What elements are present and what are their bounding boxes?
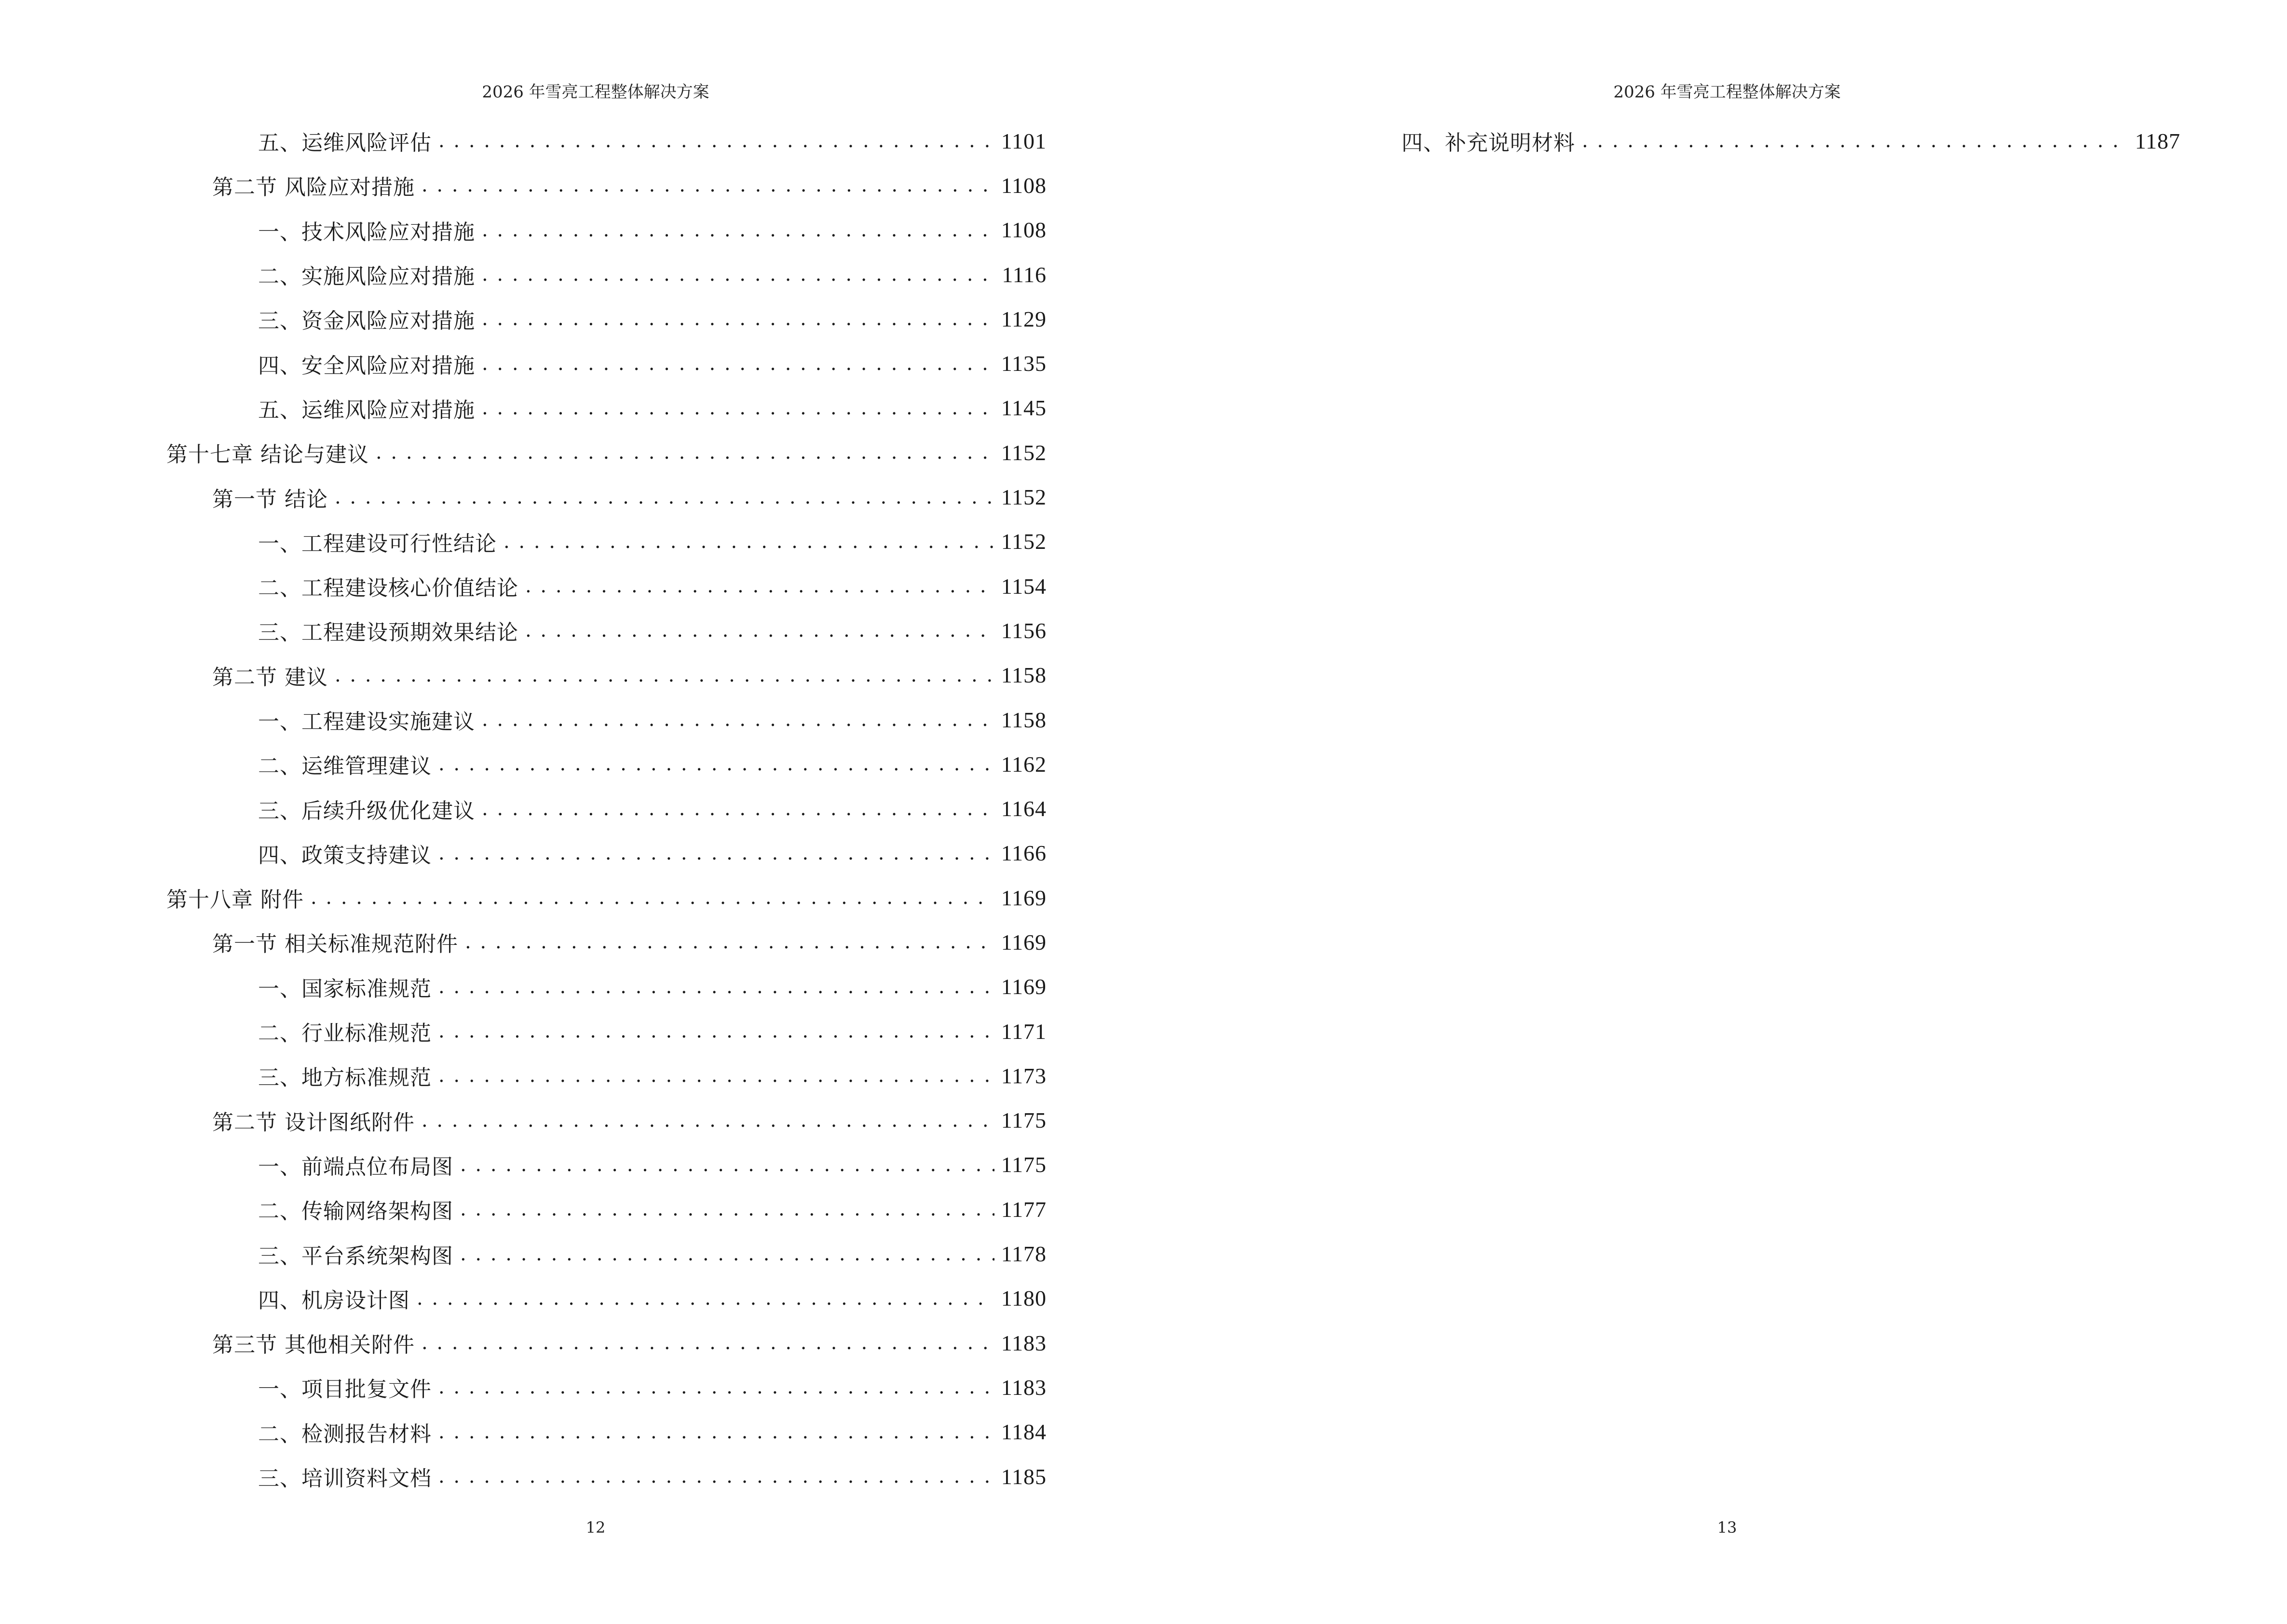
table-of-contents [0, 119, 1047, 1499]
dot-leader [438, 753, 994, 775]
dot-leader [438, 1421, 994, 1443]
dot-leader [438, 1377, 994, 1398]
dot-leader [438, 130, 994, 151]
dot-leader [465, 931, 994, 953]
toc-entry-page-number: 1152 [1001, 440, 1047, 465]
toc-entry-title: 二、行业标准规范 [258, 1021, 432, 1046]
toc-entry[interactable] [0, 965, 1047, 1009]
dot-leader [422, 175, 994, 196]
toc-entry-title: 三、培训资料文档 [258, 1466, 432, 1491]
toc-entry-page-number: 1180 [1001, 1286, 1047, 1311]
toc-entry[interactable] [1144, 119, 2180, 163]
dot-leader [482, 709, 994, 730]
toc-entry-title: 第十七章 结论与建议 [166, 442, 369, 467]
toc-entry[interactable] [0, 1365, 1047, 1409]
page-header: 2026 年雪亮工程整体解决方案 [482, 82, 709, 102]
toc-entry-page-number: 1169 [1001, 974, 1047, 999]
toc-entry-title: 二、检测报告材料 [258, 1421, 432, 1447]
toc-entry-page-number: 1183 [1001, 1375, 1047, 1400]
toc-entry-page-number: 1116 [1002, 262, 1047, 287]
toc-entry[interactable] [0, 1231, 1047, 1276]
toc-entry[interactable] [0, 1410, 1047, 1454]
toc-entry-title: 五、运维风险评估 [258, 131, 432, 156]
toc-entry-title: 二、传输网络架构图 [258, 1199, 453, 1224]
dot-leader [438, 1466, 994, 1487]
toc-entry-title: 三、平台系统架构图 [258, 1243, 453, 1269]
page-number: 12 [585, 1518, 606, 1537]
toc-entry[interactable] [0, 163, 1047, 207]
toc-entry-title: 第十八章 附件 [166, 887, 304, 913]
toc-entry[interactable] [0, 831, 1047, 875]
toc-entry-page-number: 1173 [1001, 1063, 1047, 1088]
toc-entry-page-number: 1145 [1001, 396, 1047, 421]
toc-entry-title: 第二节 风险应对措施 [212, 175, 415, 200]
toc-entry[interactable] [0, 920, 1047, 964]
toc-entry[interactable] [0, 1321, 1047, 1365]
toc-entry-page-number: 1184 [1001, 1419, 1047, 1445]
toc-entry-title: 三、资金风险应对措施 [258, 309, 475, 334]
dot-leader [482, 308, 994, 329]
toc-entry-page-number: 1169 [1001, 885, 1047, 910]
dot-leader [417, 1288, 994, 1309]
toc-entry[interactable] [0, 1276, 1047, 1321]
toc-entry-page-number: 1175 [1001, 1108, 1047, 1133]
toc-entry[interactable] [0, 653, 1047, 697]
toc-entry-title: 第二节 设计图纸附件 [212, 1110, 415, 1135]
toc-entry[interactable] [0, 786, 1047, 831]
toc-entry[interactable] [0, 1098, 1047, 1143]
toc-entry-page-number: 1162 [1001, 751, 1047, 777]
toc-entry[interactable] [0, 208, 1047, 252]
dot-leader [525, 575, 994, 597]
toc-entry-title: 四、机房设计图 [258, 1288, 410, 1313]
dot-leader [335, 487, 994, 508]
toc-entry-title: 一、工程建设实施建议 [258, 710, 475, 734]
dot-leader [482, 219, 994, 241]
toc-entry[interactable] [0, 297, 1047, 341]
toc-entry-page-number: 1178 [1001, 1242, 1047, 1267]
toc-entry-page-number: 1187 [2135, 128, 2180, 153]
toc-entry-title: 第三节 其他相关附件 [212, 1333, 415, 1358]
toc-entry-page-number: 1164 [1001, 796, 1047, 821]
toc-entry-title: 二、运维管理建议 [258, 754, 432, 779]
toc-entry[interactable] [0, 1053, 1047, 1098]
toc-entry-title: 一、技术风险应对措施 [258, 219, 475, 245]
dot-leader [438, 1021, 994, 1042]
toc-entry-page-number: 1154 [1001, 573, 1047, 599]
toc-entry[interactable] [0, 1009, 1047, 1053]
dot-leader [460, 1243, 994, 1265]
toc-entry-page-number: 1171 [1001, 1019, 1047, 1044]
dot-leader [482, 353, 994, 374]
toc-entry[interactable] [0, 519, 1047, 564]
toc-entry[interactable] [0, 119, 1047, 163]
toc-entry[interactable] [0, 475, 1047, 519]
toc-entry-title: 三、工程建设预期效果结论 [258, 620, 518, 645]
toc-entry-page-number: 1152 [1001, 485, 1047, 510]
table-of-contents [1144, 119, 2180, 163]
toc-entry[interactable] [0, 564, 1047, 608]
dot-leader [422, 1332, 994, 1353]
toc-entry[interactable] [0, 386, 1047, 430]
dot-leader [482, 798, 994, 819]
toc-entry-page-number: 1166 [1001, 841, 1047, 866]
toc-entry-title: 三、地方标准规范 [258, 1065, 432, 1091]
dot-leader [460, 1154, 994, 1175]
toc-entry-page-number: 1135 [1001, 351, 1047, 376]
toc-entry-page-number: 1101 [1001, 128, 1047, 153]
toc-entry-title: 第二节 建议 [212, 665, 328, 690]
toc-entry-page-number: 1152 [1001, 529, 1047, 554]
toc-entry-page-number: 1183 [1001, 1330, 1047, 1355]
toc-entry-title: 一、前端点位布局图 [258, 1154, 453, 1179]
dot-leader [438, 843, 994, 864]
toc-entry[interactable] [0, 608, 1047, 653]
dot-leader [438, 1065, 994, 1086]
toc-entry-page-number: 1108 [1001, 218, 1047, 243]
dot-leader [422, 1110, 994, 1131]
toc-entry-title: 二、工程建设核心价值结论 [258, 576, 518, 601]
toc-entry-page-number: 1129 [1001, 306, 1047, 331]
toc-entry-title: 三、后续升级优化建议 [258, 798, 475, 823]
toc-entry[interactable] [0, 742, 1047, 786]
toc-entry[interactable] [0, 430, 1047, 475]
toc-entry[interactable] [0, 1187, 1047, 1231]
toc-entry-title: 四、安全风险应对措施 [258, 353, 475, 378]
page-number: 13 [1717, 1518, 1737, 1537]
toc-entry-title: 第一节 结论 [212, 487, 328, 512]
dot-leader [335, 665, 994, 686]
toc-entry-page-number: 1156 [1001, 618, 1047, 643]
toc-entry-title: 第一节 相关标准规范附件 [212, 932, 458, 957]
toc-entry-title: 一、工程建设可行性结论 [258, 531, 497, 556]
toc-entry-title: 五、运维风险应对措施 [258, 397, 475, 423]
toc-entry[interactable] [0, 1454, 1047, 1499]
toc-entry-page-number: 1108 [1001, 173, 1047, 198]
toc-entry-page-number: 1175 [1001, 1152, 1047, 1177]
toc-entry-title: 一、国家标准规范 [258, 976, 432, 1001]
toc-entry-page-number: 1185 [1001, 1464, 1047, 1489]
right-page [1144, 0, 2287, 1624]
dot-leader [525, 620, 994, 641]
toc-entry-page-number: 1177 [1001, 1197, 1047, 1222]
dot-leader [504, 531, 994, 552]
toc-entry[interactable] [0, 1143, 1047, 1187]
toc-entry-page-number: 1169 [1001, 929, 1047, 955]
toc-entry[interactable] [0, 341, 1047, 385]
dot-leader [376, 442, 994, 463]
toc-entry-title: 四、政策支持建议 [258, 843, 432, 868]
toc-entry-title: 一、项目批复文件 [258, 1377, 432, 1402]
dot-leader [1582, 130, 2128, 151]
dot-leader [460, 1199, 994, 1220]
toc-entry-page-number: 1158 [1001, 707, 1047, 732]
toc-entry-title: 二、实施风险应对措施 [258, 264, 475, 289]
toc-entry-title: 四、补充说明材料 [1402, 131, 1575, 156]
dot-leader [482, 264, 995, 285]
toc-entry[interactable] [0, 875, 1047, 920]
page-header: 2026 年雪亮工程整体解决方案 [1613, 82, 1841, 102]
dot-leader [438, 976, 994, 997]
toc-entry-page-number: 1158 [1001, 663, 1047, 688]
dot-leader [482, 397, 994, 419]
dot-leader [311, 887, 994, 908]
toc-entry[interactable] [0, 252, 1047, 297]
toc-entry[interactable] [0, 697, 1047, 742]
